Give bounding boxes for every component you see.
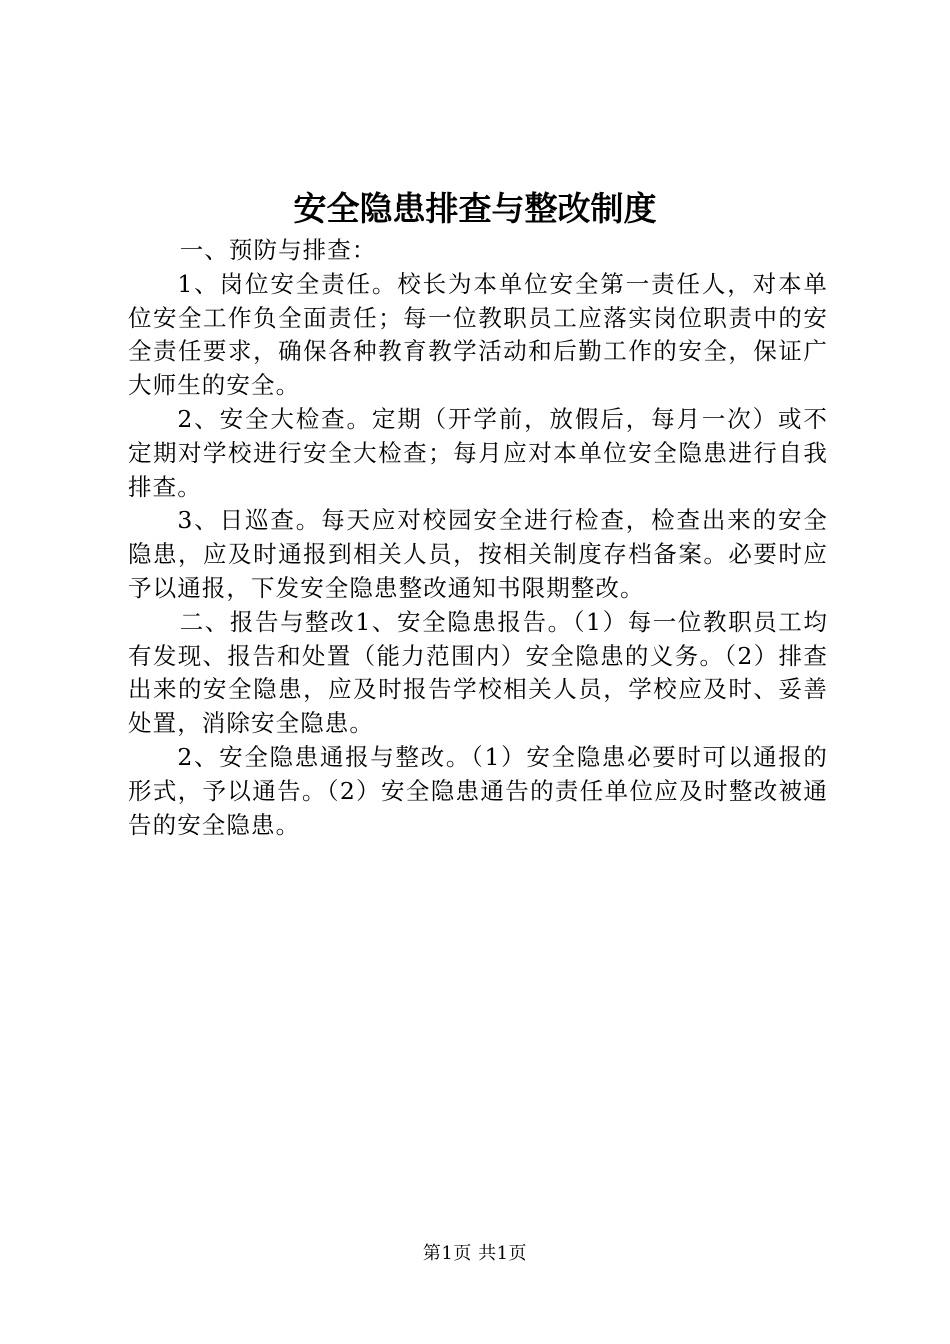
section-heading-prevention: 一、预防与排查： [179, 236, 377, 264]
paragraph-notice-and-rectify: 2、安全隐患通报与整改。（1）安全隐患必要时可以通报的形式，予以通告。（2）安全隐患通告的责任单位应及时整改被通告的安全隐患。 [128, 742, 828, 839]
paragraph-post-responsibility: 1、岗位安全责任。校长为本单位安全第一责任人，对本单位安全工作负全面责任；每一位教职员工应落实岗位职责中的安全责任要求，确保各种教育教学活动和后勤工作的安全，保证广大师生的安全。 [128, 269, 828, 400]
document-body [128, 234, 828, 842]
document-title: 安全隐患排查与整改制度 [293, 189, 657, 228]
paragraph-safety-inspection: 2、安全大检查。定期（开学前，放假后，每月一次）或不定期对学校进行安全大检查；每月应对本单位安全隐患进行自我排查。 [128, 404, 828, 501]
paragraph-report-and-rectify: 二、报告与整改1、安全隐患报告。（1）每一位教职员工均有发现、报告和处置（能力范围内）安全隐患的义务。（2）排查出来的安全隐患，应及时报告学校相关人员，学校应及时、妥善处置，消除安全隐患。 [128, 607, 828, 738]
paragraph-daily-patrol: 3、日巡查。每天应对校园安全进行检查，检查出来的安全隐患，应及时通报到相关人员，按相关制度存档备案。必要时应予以通报，下发安全隐患整改通知书限期整改。 [128, 506, 828, 602]
page-footer: 第1页 共1页 [422, 1243, 528, 1264]
